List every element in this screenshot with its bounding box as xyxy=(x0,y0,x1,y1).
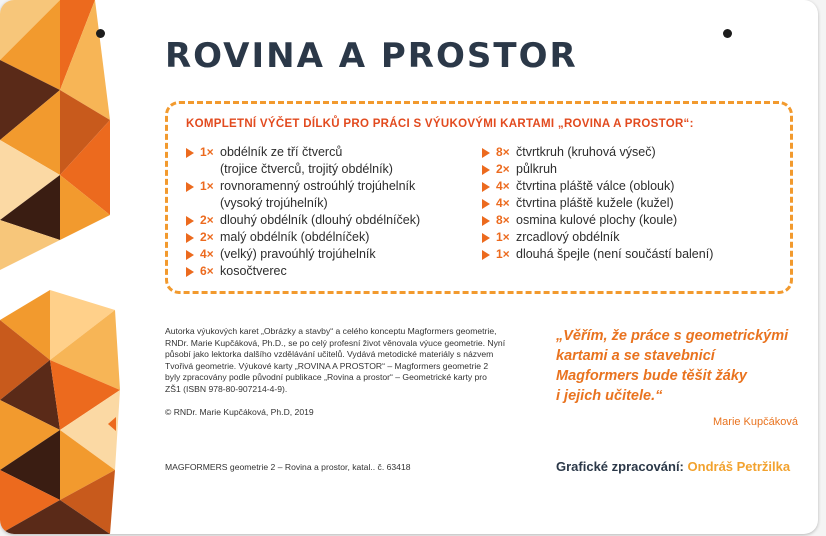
item-label: čtvrtina pláště válce (oblouk) xyxy=(516,179,675,193)
item-detail: (vysoký trojúhelník) xyxy=(220,196,328,210)
author-note-line: Autorka výukových karet „Obrázky a stavby“ a celého konceptu Magformers geometrie, xyxy=(165,326,497,336)
triangle-bullet-icon xyxy=(482,250,490,260)
list-item xyxy=(482,246,782,263)
author-note-line: Tvořivá geometrie. Výukové karty „ROVINA A PROSTOR“ – Magformers geometrie 2 xyxy=(165,360,489,371)
list-item xyxy=(482,212,782,229)
list-item xyxy=(482,178,782,195)
triangle-bullet-icon xyxy=(186,182,194,192)
triangle-bullet-icon xyxy=(186,216,194,226)
quote-line: i jejich učitele.“ xyxy=(556,388,663,404)
quote-author: Marie Kupčáková xyxy=(713,416,798,428)
item-quantity: 4× xyxy=(496,196,510,210)
triangle-bullet-icon xyxy=(482,216,490,226)
quote-line: „Věřím, že práce s geometrickými xyxy=(556,328,789,344)
quote-line: kartami a se stavebnicí xyxy=(556,348,715,364)
triangle-bullet-icon xyxy=(186,250,194,260)
page-title: ROVINA A PROSTOR xyxy=(165,36,578,76)
item-label: dlouhý obdélník (dlouhý obdélníček) xyxy=(220,213,421,227)
parts-list-heading: KOMPLETNÍ VÝČET DÍLKŮ PRO PRÁCI S VÝUKOVÝMI KARTAMI „ROVINA A PROSTOR“: xyxy=(186,118,694,130)
list-item xyxy=(186,263,476,280)
punch-hole-left xyxy=(96,29,105,38)
item-label: osmina kulové plochy (koule) xyxy=(516,213,678,227)
item-label: kosočtverec xyxy=(220,264,287,278)
item-label: malý obdélník (obdélníček) xyxy=(220,230,370,244)
list-item xyxy=(482,161,782,178)
list-item xyxy=(482,195,782,212)
item-quantity: 2× xyxy=(200,230,214,244)
item-label: půlkruh xyxy=(516,162,557,176)
item-label: (velký) pravoúhlý trojúhelník xyxy=(220,247,376,261)
list-item xyxy=(186,212,476,229)
item-label: rovnoramenný ostroúhlý trojúhelník xyxy=(220,179,416,193)
item-label: čtvrtina pláště kužele (kužel) xyxy=(516,196,674,210)
graphics-name: Ondráš Petržilka xyxy=(687,459,791,474)
triangle-bullet-icon xyxy=(482,182,490,192)
triangle-bullet-icon xyxy=(482,148,490,158)
list-item xyxy=(186,144,476,161)
copyright: © RNDr. Marie Kupčáková, Ph.D, 2019 xyxy=(165,407,314,417)
list-item xyxy=(482,229,782,246)
graphics-credit xyxy=(556,459,790,474)
triangle-bullet-icon xyxy=(186,233,194,243)
author-note-line: ZŠ1 (ISBN 978-80-907214-4-9). xyxy=(165,383,288,394)
list-item xyxy=(186,229,476,246)
item-quantity: 2× xyxy=(496,162,510,176)
triangle-bullet-icon xyxy=(482,199,490,209)
item-label: zrcadlový obdélník xyxy=(516,230,620,244)
item-quantity: 1× xyxy=(496,230,510,244)
triangle-bullet-icon xyxy=(482,165,490,175)
item-quantity: 4× xyxy=(200,247,214,261)
triangle-bullet-icon xyxy=(186,267,194,277)
item-quantity: 2× xyxy=(200,213,214,227)
author-note xyxy=(165,326,525,395)
decorative-triangle-strip xyxy=(0,0,128,534)
list-item xyxy=(186,246,476,263)
author-note-line: byly zpracovány podle původní publikace „Rovina a prostor“ – Geometrické karty pro xyxy=(165,372,487,382)
author-note-line: působí jako lektorka dalšího vzdělávání učitelů. Vydává metodické materiály s názvem xyxy=(165,349,494,359)
item-label: čtvrtkruh (kruhová výseč) xyxy=(516,145,656,159)
item-quantity: 4× xyxy=(496,179,510,193)
item-label: dlouhá špejle (není součástí balení) xyxy=(516,247,714,261)
quote xyxy=(556,326,806,406)
item-quantity: 1× xyxy=(200,179,214,193)
item-quantity: 6× xyxy=(200,264,214,278)
item-quantity: 1× xyxy=(496,247,510,261)
item-quantity: 8× xyxy=(496,213,510,227)
item-label: obdélník ze tří čtverců xyxy=(220,145,343,159)
parts-list-right xyxy=(482,144,782,263)
quote-line: Magformers bude těšit žáky xyxy=(556,368,747,384)
list-item xyxy=(186,178,476,195)
item-quantity: 1× xyxy=(200,145,214,159)
triangle-bullet-icon xyxy=(482,233,490,243)
item-quantity: 8× xyxy=(496,145,510,159)
list-item xyxy=(482,144,782,161)
graphics-label: Grafické zpracování: xyxy=(556,459,684,474)
product-info: MAGFORMERS geometrie 2 – Rovina a prostor, katal.. č. 63418 xyxy=(165,462,411,472)
parts-list-left xyxy=(186,144,476,280)
item-detail: (trojice čtverců, trojitý obdélník) xyxy=(220,162,393,176)
triangle-bullet-icon xyxy=(186,148,194,158)
author-note-line: RNDr. Marie Kupčáková, Ph.D., se po celý profesní život věnovala výuce geometrie. Nyní xyxy=(165,337,506,348)
punch-hole-right xyxy=(723,29,732,38)
